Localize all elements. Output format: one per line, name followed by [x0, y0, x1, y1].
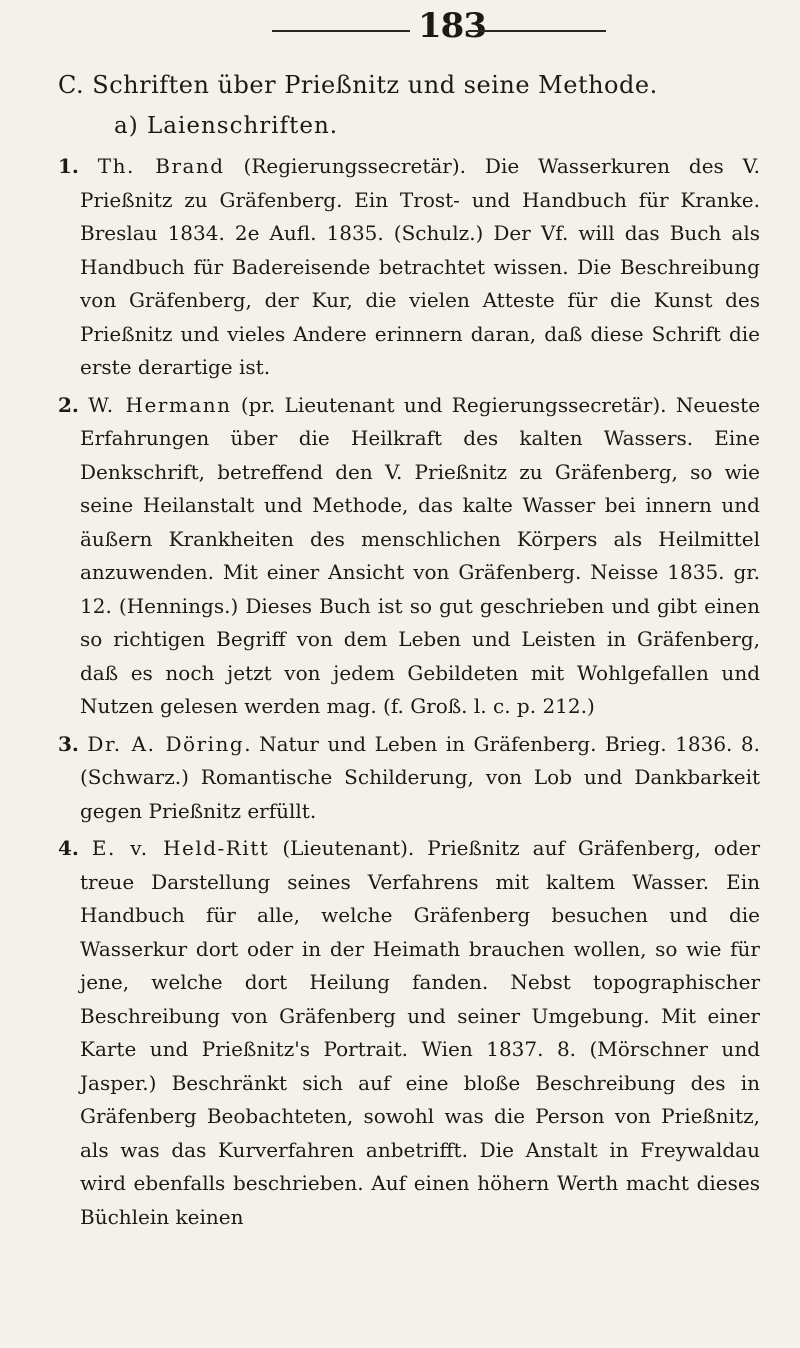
entry-number: 1. [58, 154, 79, 178]
entry-author: E. v. Held-Ritt [91, 836, 270, 860]
entry-author: Th. Brand [97, 154, 225, 178]
page-number: 183 [418, 6, 486, 46]
entry-citation: (pr. Lieutenant und Regierungssecretär). Neueste Erfahrungen über die Heilkraft des kalten Wassers. Eine Denkschrift, betreffend den V. Prießnitz zu Gräfenberg, so wie seine Heilanstalt und Methode, das kalte Wasser bei innern und äußern Krankheiten des menschlichen Körpers als Heilmittel anzuwenden. Mit einer Ansicht von Gräfenberg. Neisse 1835. gr. 12. (Hennings.) [80, 392, 761, 618]
entry-citation: (Lieutenant). Prießnitz auf Gräfenberg, oder treue Darstellung seines Verfahrens mit kaltem Wasser. Ein Handbuch für alle, welche Gräfenberg besuchen und die Wasserkur dort oder in der Heimath brauchen wollen, so wie für jene, welche dort Heilung fanden. Nebst topographischer Beschreibung von Gräfenberg und seiner Umgebung. Mit einer Karte und Prießnitz's Portrait. Wien 1837. 8. (Mörschner und Jasper.) [80, 836, 761, 1095]
header-rule-right [468, 30, 606, 32]
entry-summary: Beschränkt sich auf eine bloße Beschreibung des in Gräfenberg Beobachteten, sowohl was die Person von Prießnitz, als was das Kurverfahren anbetrifft. Die Anstalt in Freywaldau wird ebenfalls beschrieben. Auf einen höhern Werth macht dieses Büchlein keinen [80, 1070, 760, 1229]
bibliography-list [58, 150, 760, 1234]
section-heading: C. Schriften über Prießnitz und seine Methode. [58, 71, 658, 99]
bibliography-entry [58, 728, 760, 829]
subsection-heading: a) Laienschriften. [114, 113, 339, 139]
entry-summary: Der Vf. will das Buch als Handbuch für Badereisende betrachtet wissen. Die Beschreibung von Gräfenberg, der Kur, die vielen Atteste für die Kunst des Prießnitz und vieles Andere erinnern daran, daß diese Schrift die erste derartige ist. [80, 221, 760, 379]
entry-citation: . Natur und Leben in Gräfenberg. Brieg. 1836. 8. (Schwarz.) [80, 731, 760, 789]
entry-citation: (Regierungssecretär). Die Wasserkuren des V. Prießnitz zu Gräfenberg. Ein Trost- und Handbuch für Kranke. Breslau 1834. 2e Aufl. 1835. (Schulz.) [80, 154, 760, 245]
entry-summary: Romantische Schilderung, von Lob und Dankbarkeit gegen Prießnitz erfüllt. [80, 765, 761, 823]
bibliography-entry [58, 150, 760, 385]
running-head [58, 0, 760, 56]
entry-summary: Dieses Buch ist so gut geschrieben und gibt einen so richtigen Begriff von dem Leben und Leisten in Gräfenberg, daß es noch jetzt von jedem Gebildeten mit Wohlgefallen und Nutzen gelesen werden mag. (f. Groß. l. c. p. 212.) [80, 593, 760, 718]
entry-number: 3. [58, 731, 79, 756]
entry-author: W. Hermann [88, 392, 232, 417]
entry-author: Dr. A. Döring [87, 731, 245, 756]
entry-number: 2. [58, 392, 79, 417]
bibliography-entry [58, 389, 760, 724]
header-rule-left [272, 30, 410, 32]
entry-number: 4. [58, 836, 79, 860]
bibliography-entry [58, 832, 760, 1234]
